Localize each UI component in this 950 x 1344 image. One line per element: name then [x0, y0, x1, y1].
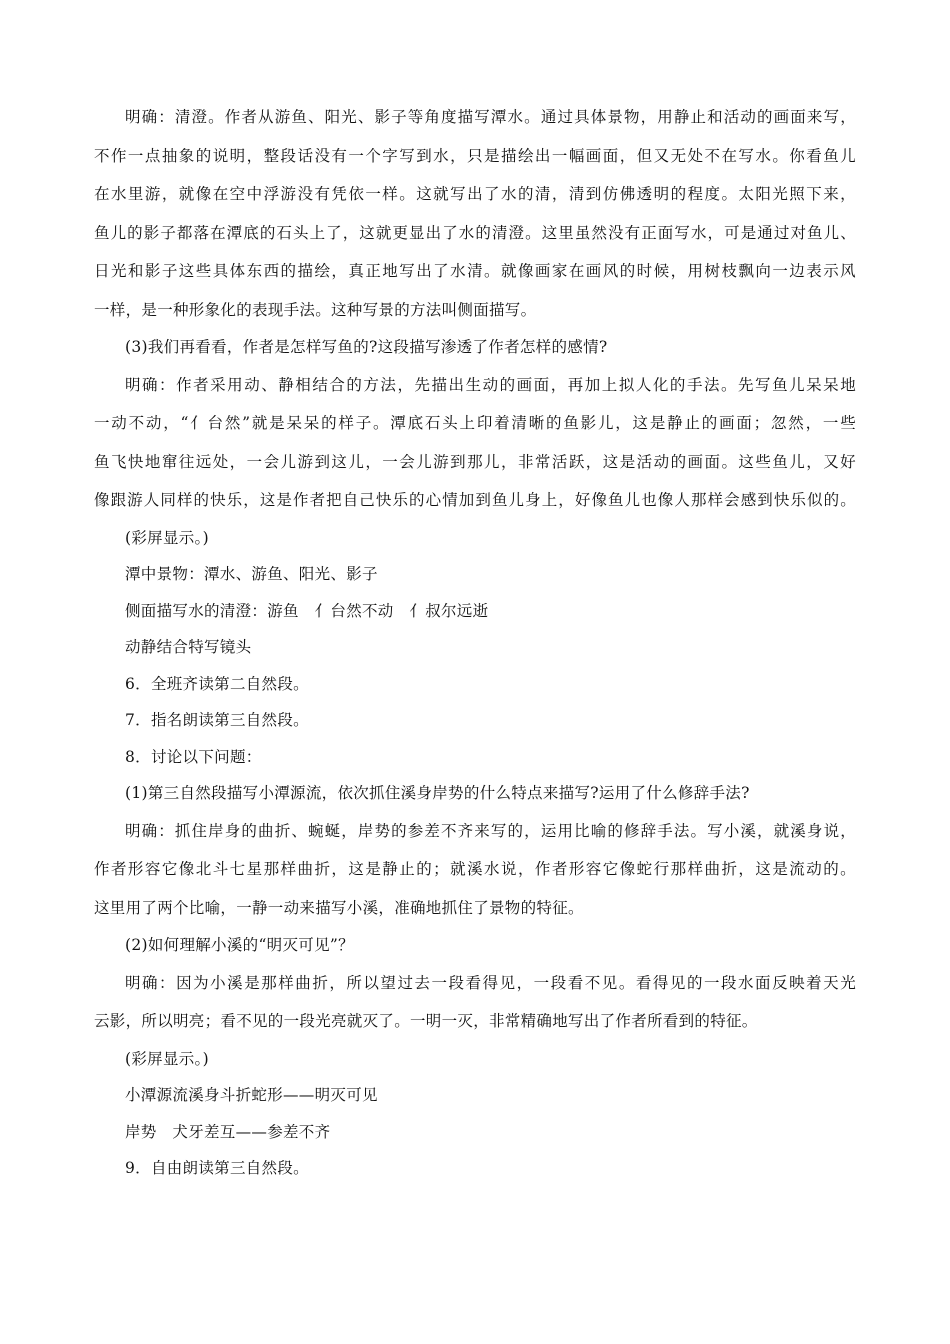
paragraph-line: 明确：因为小溪是那样曲折，所以望过去一段看得见，一段看不见。看得见的一段水面反映着天光 [125, 973, 856, 992]
paragraph-line: 不作一点抽象的说明，整段话没有一个字写到水，只是描绘出一幅画面，但又无处不在写水。你看鱼儿 [94, 146, 856, 165]
paragraph-line: 这里用了两个比喻，一静一动来描写小溪，准确地抓住了景物的特征。 [94, 898, 584, 917]
paragraph-line: 一样，是一种形象化的表现手法。这种写景的方法叫侧面描写。 [94, 300, 537, 319]
paragraph-line: 云影，所以明亮；看不见的一段光亮就灭了。一明一灭，非常精确地写出了作者所看到的特征。 [94, 1012, 758, 1030]
paragraph-line: 在水里游，就像在空中浮游没有凭依一样。这就写出了水的清，清到仿佛透明的程度。太阳光照下来， [94, 185, 856, 203]
paragraph-line: 一动不动，“亻台然”就是呆呆的样子。潭底石头上印着清晰的鱼影儿，这是静止的画面；忽然，一些 [94, 414, 856, 432]
board-line: 潭中景物：潭水、游鱼、阳光、影子 [125, 565, 378, 583]
document-page [94, 98, 856, 1187]
step-line: 9．自由朗读第三自然段。 [125, 1159, 309, 1177]
paragraph-line: 像跟游人同样的快乐，这是作者把自己快乐的心情加到鱼儿身上，好像鱼儿也像人那样会感到快乐似的。 [94, 491, 856, 509]
step-line: 7．指名朗读第三自然段。 [125, 711, 309, 729]
note-line: (彩屏显示。) [125, 528, 209, 547]
paragraph-line: 明确：抓住岸身的曲折、蜿蜒，岸势的参差不齐来写的，运用比喻的修辞手法。写小溪，就溪身说， [125, 821, 856, 840]
question-line: (2)如何理解小溪的“明灭可见”？ [125, 936, 354, 954]
paragraph-line: 明确：作者采用动、静相结合的方法，先描出生动的画面，再加上拟人化的手法。先写鱼儿呆呆地 [125, 375, 856, 394]
board-line: 动静结合特写镜头 [125, 638, 252, 656]
question-line: (3)我们再看看，作者是怎样写鱼的?这段描写渗透了作者怎样的感情? [125, 338, 608, 356]
paragraph-line: 作者形容它像北斗七星那样曲折，这是静止的；就溪水说，作者形容它像蛇行那样曲折，这是流动的。 [94, 860, 856, 878]
question-line: (1)第三自然段描写小潭源流，依次抓住溪身岸势的什么特点来描写?运用了什么修辞手法? [125, 784, 750, 802]
paragraph-line: 日光和影子这些具体东西的描绘，真正地写出了水清。就像画家在画风的时候，用树枝飘向一边表示风 [94, 262, 856, 280]
board-line: 侧面描写水的清澄：游鱼 亻台然不动 亻叔尔远逝 [125, 601, 489, 620]
paragraph-line: 鱼儿的影子都落在潭底的石头上了，这就更显出了水的清澄。这里虽然没有正面写水，可是通过对鱼儿、 [94, 223, 856, 242]
paragraph-line: 明确：清澄。作者从游鱼、阳光、影子等角度描写潭水。通过具体景物，用静止和活动的画面来写， [125, 108, 856, 126]
paragraph-line: 鱼飞快地窜往远处，一会儿游到这儿，一会儿游到那儿，非常活跃，这是活动的画面。这些鱼儿，又好 [94, 452, 856, 471]
board-line: 岸势 犬牙差互——参差不齐 [125, 1122, 331, 1141]
step-line: 8．讨论以下问题： [125, 747, 262, 766]
note-line: (彩屏显示。) [125, 1049, 209, 1068]
step-line: 6．全班齐读第二自然段。 [125, 674, 309, 693]
board-line: 小潭源流溪身斗折蛇形——明灭可见 [125, 1086, 378, 1104]
